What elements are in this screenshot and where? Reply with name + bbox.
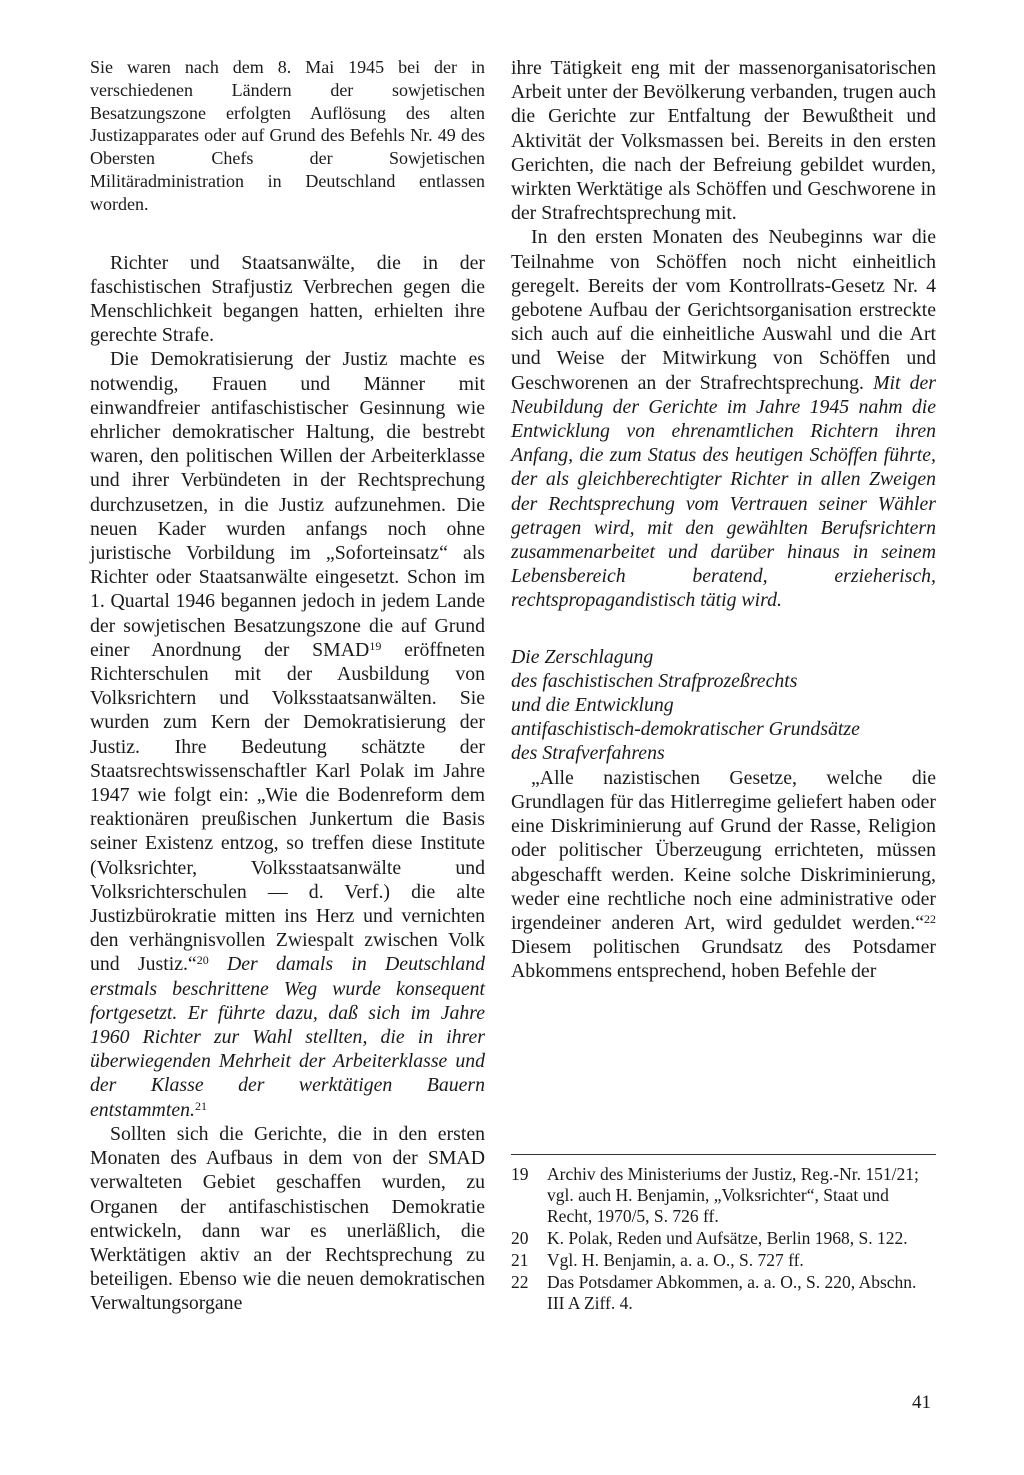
heading-line: des faschistischen Strafprozeßrechts [511, 669, 798, 692]
footnote-ref: 21 [194, 1098, 207, 1113]
paragraph-continuation [511, 56, 936, 225]
footnote-ref: 22 [924, 911, 936, 926]
footnote-divider [511, 1154, 936, 1155]
footnote [511, 1228, 936, 1249]
paragraph-text: Richter und Staatsanwälte, die in der faschistischen Strafjustiz Verbrechen gegen die Menschlichkeit begangen hatten, erhielten ihre gerechte Strafe. [90, 251, 485, 347]
paragraph-schoeffen [511, 225, 936, 612]
section-heading [511, 645, 936, 766]
footnote-number: 19 [511, 1164, 529, 1184]
left-column [90, 56, 485, 1316]
footnote-number: 22 [511, 1272, 529, 1292]
footnote-text: Vgl. H. Benjamin, a. a. O., S. 727 ff. [547, 1250, 804, 1270]
heading-line: antifaschistisch-demokratischer Grundsätze [511, 718, 860, 741]
heading-line: des Strafverfahrens [511, 742, 665, 765]
footnote [511, 1164, 936, 1227]
paragraph-courts [90, 1122, 485, 1316]
paragraph-text: ihre Tätigkeit eng mit der massenorganisatorischen Arbeit unter der Bevölkerung verbanden, trugen auch die Gerichte zur Entfaltung der Bewußtheit und Aktivität der Volksmassen bei. Bereits in den ersten Gerichten, die nach der Befreiung gebildet wurden, wirkten Werktätige als Schöffen und Geschworene in der Strafrechtsprechung mit. [511, 57, 936, 225]
footnotes [511, 1164, 936, 1315]
paragraph-democratization [90, 347, 485, 1122]
emphasized-text: Der damals in Deutschland erstmals beschrittene Weg wurde konsequent fortgesetzt. Er führte dazu, daß sich im Jahre 1960 Richter zur Wahl stellten, die in ihrer überwiegenden Mehrheit der Arbeiterklasse und der Klasse der werktätigen Bauern entstammten. [90, 953, 486, 1121]
indented-quote-block [90, 56, 485, 251]
footnote-text: Das Potsdamer Abkommen, a. a. O., S. 220, Abschn. III A Ziff. 4. [547, 1272, 917, 1313]
paragraph-judges-punished [90, 251, 485, 348]
footnote-text: Archiv des Ministeriums der Justiz, Reg.-Nr. 151/21; vgl. auch H. Benjamin, „Volksrichter“, Staat und Recht, 1970/5, S. 726 ff. [547, 1164, 919, 1226]
right-column [511, 56, 936, 984]
paragraph-potsdam [511, 766, 936, 984]
paragraph-text: Die Demokratisierung der Justiz machte es notwendig, Frauen und Männer mit einwandfreier antifaschistischer Gesinnung wie ehrlicher demokratischer Haltung, die bestrebt waren, den politischen Willen der Arbeiterklasse und ihrer Verbündeten in der Rechtsprechung durchzusetzen, in die Justiz aufzunehmen. Die neuen Kader wurden anfangs noch ohne juristische Vorbildung im „Soforteinsatz“ als Richter oder Staatsanwälte eingesetzt. Schon im 1. Quartal 1946 begannen jedoch in jedem Lande der sowjetischen Besatzungszone die auf Grund einer Anordnung der SMAD [90, 348, 485, 661]
emphasized-text: Mit der Neubildung der Gerichte im Jahre 1945 nahm die Entwicklung von ehrenamtlichen Richtern ihren Anfang, die zum Status des heutigen Schöffen führte, der als gleichberechtigter Richter in allen Zweigen der Rechtsprechung vom Vertrauen seiner Wähler getragen wird, mit den gewählten Berufsrichtern zusammenarbeitet und darüber hinaus in seinem Lebensbereich beratend, erzieherisch, rechtspropagandistisch tätig wird. [511, 371, 937, 612]
footnote-ref: 19 [369, 638, 382, 653]
heading-line: und die Entwicklung [511, 694, 674, 717]
page-number: 41 [912, 1392, 931, 1413]
footnote-number: 20 [511, 1228, 529, 1248]
paragraph-text: „Alle nazistischen Gesetze, welche die Grundlagen für das Hitlerregime geliefert haben oder eine Diskriminierung auf Grund der Rasse, Religion oder politischer Überzeugung errichteten, müssen abgeschafft werden. Keine solche Diskriminierung, weder eine rechtliche noch eine administrative oder irgendeiner anderen Art, wird geduldet werden.“ [511, 766, 936, 934]
paragraph-text: Sollten sich die Gerichte, die in den ersten Monaten des Aufbaus in dem von der SMAD verwalteten Gebiet geschaffen wurden, zu Organen der antifaschistischen Demokratie entwickeln, dann war es unerläßlich, die Werktätigen aktiv an der Rechtsprechung zu beteiligen. Ebenso wie die neuen demokratischen Verwaltungsorgane [90, 1122, 485, 1315]
footnote [511, 1250, 936, 1271]
heading-line: Die Zerschlagung [511, 645, 654, 668]
footnote [511, 1272, 936, 1314]
paragraph-text: eröffneten Richterschulen mit der Ausbildung von Volksrichtern und Volksstaatsanwälten. Sie wurden zum Kern der Demokratisierung der Justiz. Ihre Bedeutung schätzte der Staatsrechtswissenschaftler Karl Polak im Jahre 1947 wie folgt ein: „Wie die Bodenreform dem reaktionären preußischen Junkertum die Basis seiner Existenz entzog, so treffen diese Institute (Volksrichter, Volksstaatsanwälte und Volksrichterschulen — d. Verf.) die alte Justizbürokratie mitten ins Herz und vernichten den verhängnisvollen Zwiespalt zwischen Volk und Justiz.“ [90, 638, 486, 976]
footnote-number: 21 [511, 1250, 529, 1270]
footnote-ref: 20 [196, 953, 209, 968]
paragraph-text: In den ersten Monaten des Neubeginns war die Teilnahme von Schöffen noch nicht einheitlich geregelt. Bereits der vom Kontrollrats-Gesetz Nr. 4 gebotene Aufbau der Gerichtsorganisation erstreckte sich auch auf die einheitliche Auswahl und die Art und Weise der Mitwirkung von Schöffen und Geschworenen an der Strafrechtsprechung. [511, 226, 936, 394]
quote-text: Sie waren nach dem 8. Mai 1945 bei der in verschiedenen Ländern der sowjetischen Besatzungszone erfolgten Auflösung des alten Justizapparates oder auf Grund des Befehls Nr. 49 des Obersten Chefs der Sowjetischen Militäradministration in Deutschland entlassen worden. [90, 57, 485, 214]
footnote-text: K. Polak, Reden und Aufsätze, Berlin 1968, S. 122. [547, 1228, 908, 1248]
paragraph-text: Diesem politischen Grundsatz des Potsdamer Abkommens entsprechend, hoben Befehle der [511, 936, 936, 983]
